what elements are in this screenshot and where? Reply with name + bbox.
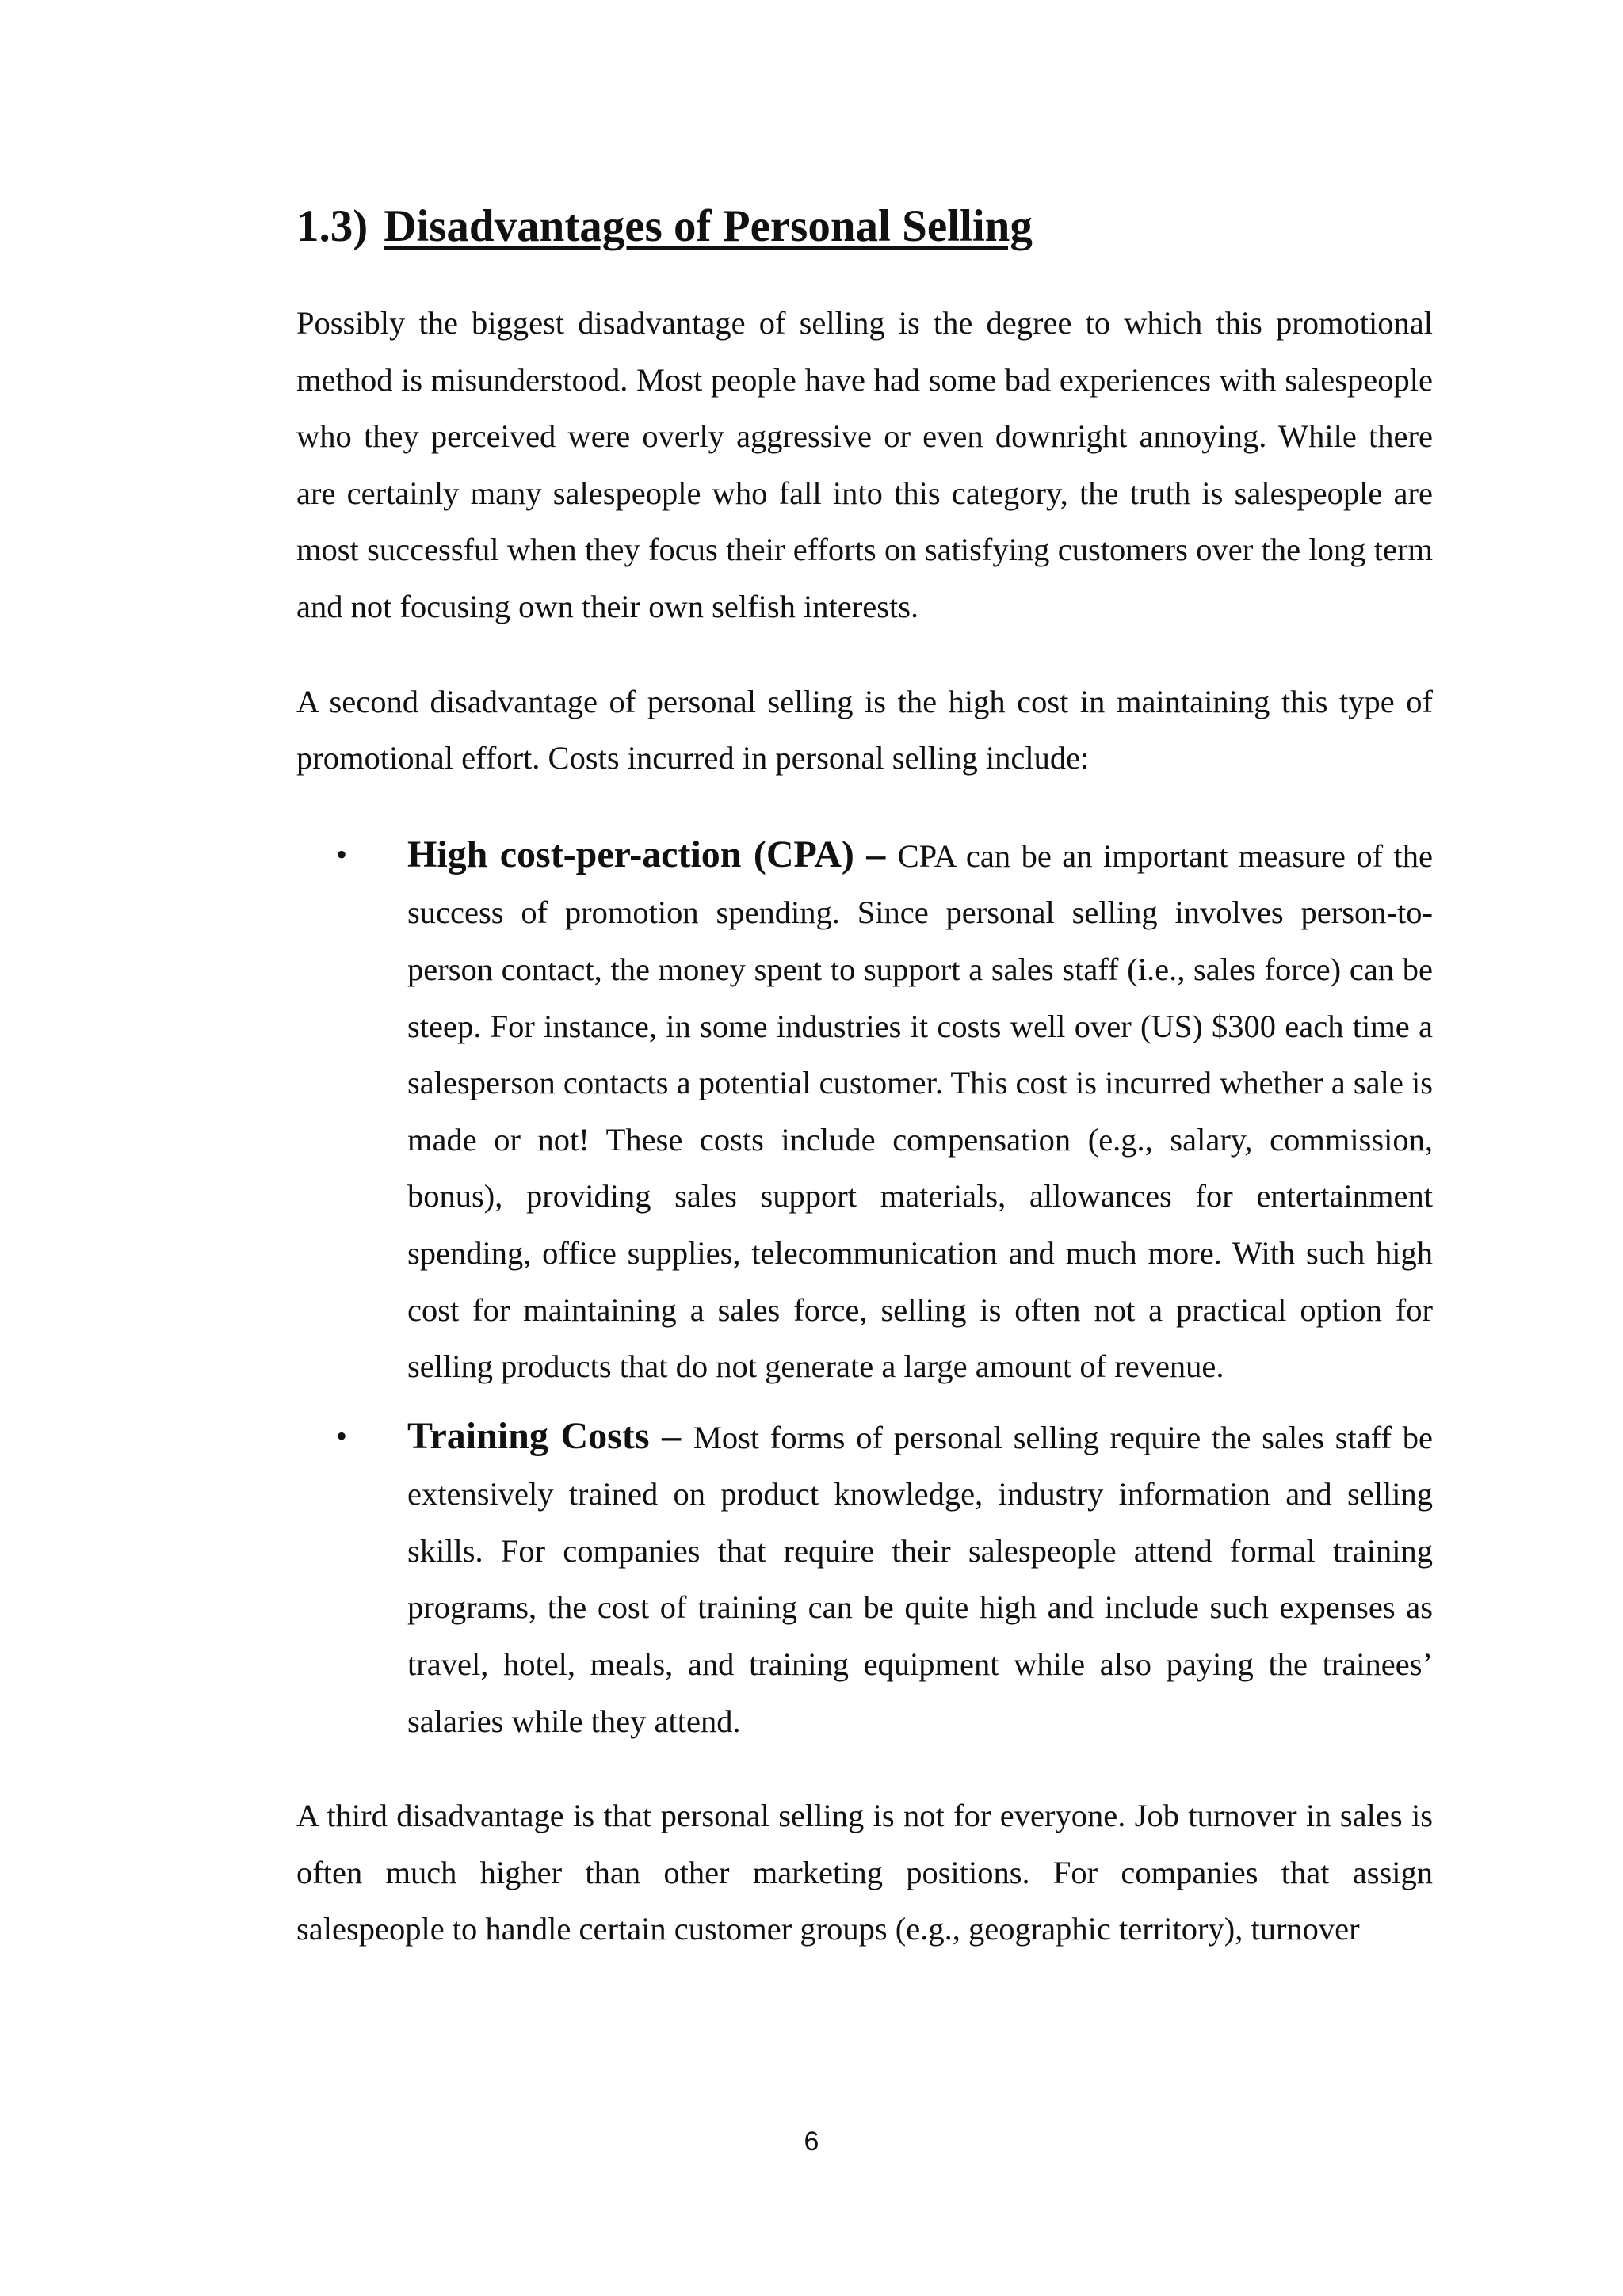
section-heading [296, 196, 1433, 257]
bullet-text: Most forms of personal selling require the sales staff be extensively trained on product knowledge, industry information and selling skills. For companies that require their salespeople attend formal training programs, the cost of training can be quite high and include such expenses as travel, hotel, meals, and training equipment while also paying the trainees’ salaries while they attend. [407, 1419, 1434, 1739]
paragraph-2: A second disadvantage of personal selling is the high cost in maintaining this type of promotional effort. Costs incurred in personal selling include: [296, 683, 1433, 776]
bullet-separator: – [854, 833, 898, 875]
bullet-icon: • [336, 836, 348, 872]
bullet-term: High cost-per-action (CPA) [407, 833, 854, 875]
page-content [296, 196, 1433, 1958]
page-number: 6 [804, 2126, 819, 2157]
cost-list [296, 826, 1433, 1750]
bullet-separator: – [649, 1414, 693, 1457]
bullet-term: Training Costs [407, 1414, 650, 1457]
section-title: Disadvantages of Personal Selling [384, 201, 1033, 251]
section-number: 1.3) [296, 201, 369, 251]
list-item-training [336, 1408, 1434, 1750]
bullet-icon: • [336, 1417, 348, 1454]
list-item-cpa [336, 826, 1434, 1395]
bullet-text: CPA can be an important measure of the success of promotion spending. Since personal selling involves person-to-person contact, the money spent to support a sales staff (i.e., sales force) can be steep. For instance, in some industries it costs well over (US) $300 each time a salesperson contacts a potential customer. This cost is incurred whether a sale is made or not! These costs include compensation (e.g., salary, commission, bonus), providing sales support materials, allowances for entertainment spending, office supplies, telecommunication and much more. With such high cost for maintaining a sales force, selling is often not a practical option for selling products that do not generate a large amount of revenue. [407, 837, 1434, 1385]
paragraph-1: Possibly the biggest disadvantage of selling is the degree to which this promotional method is misunderstood. Most people have had some bad experiences with salespeople who they perceived were overly aggressive or even downright annoying. While there are certainly many salespeople who fall into this category, the truth is salespeople are most successful when they focus their efforts on satisfying customers over the long term and not focusing own their own selfish interests. [296, 305, 1433, 624]
paragraph-3: A third disadvantage is that personal selling is not for everyone. Job turnover in sales is often much higher than other marketing positions. For companies that assign salespeople to handle certain customer groups (e.g., geographic territory), turnover [296, 1798, 1433, 1947]
